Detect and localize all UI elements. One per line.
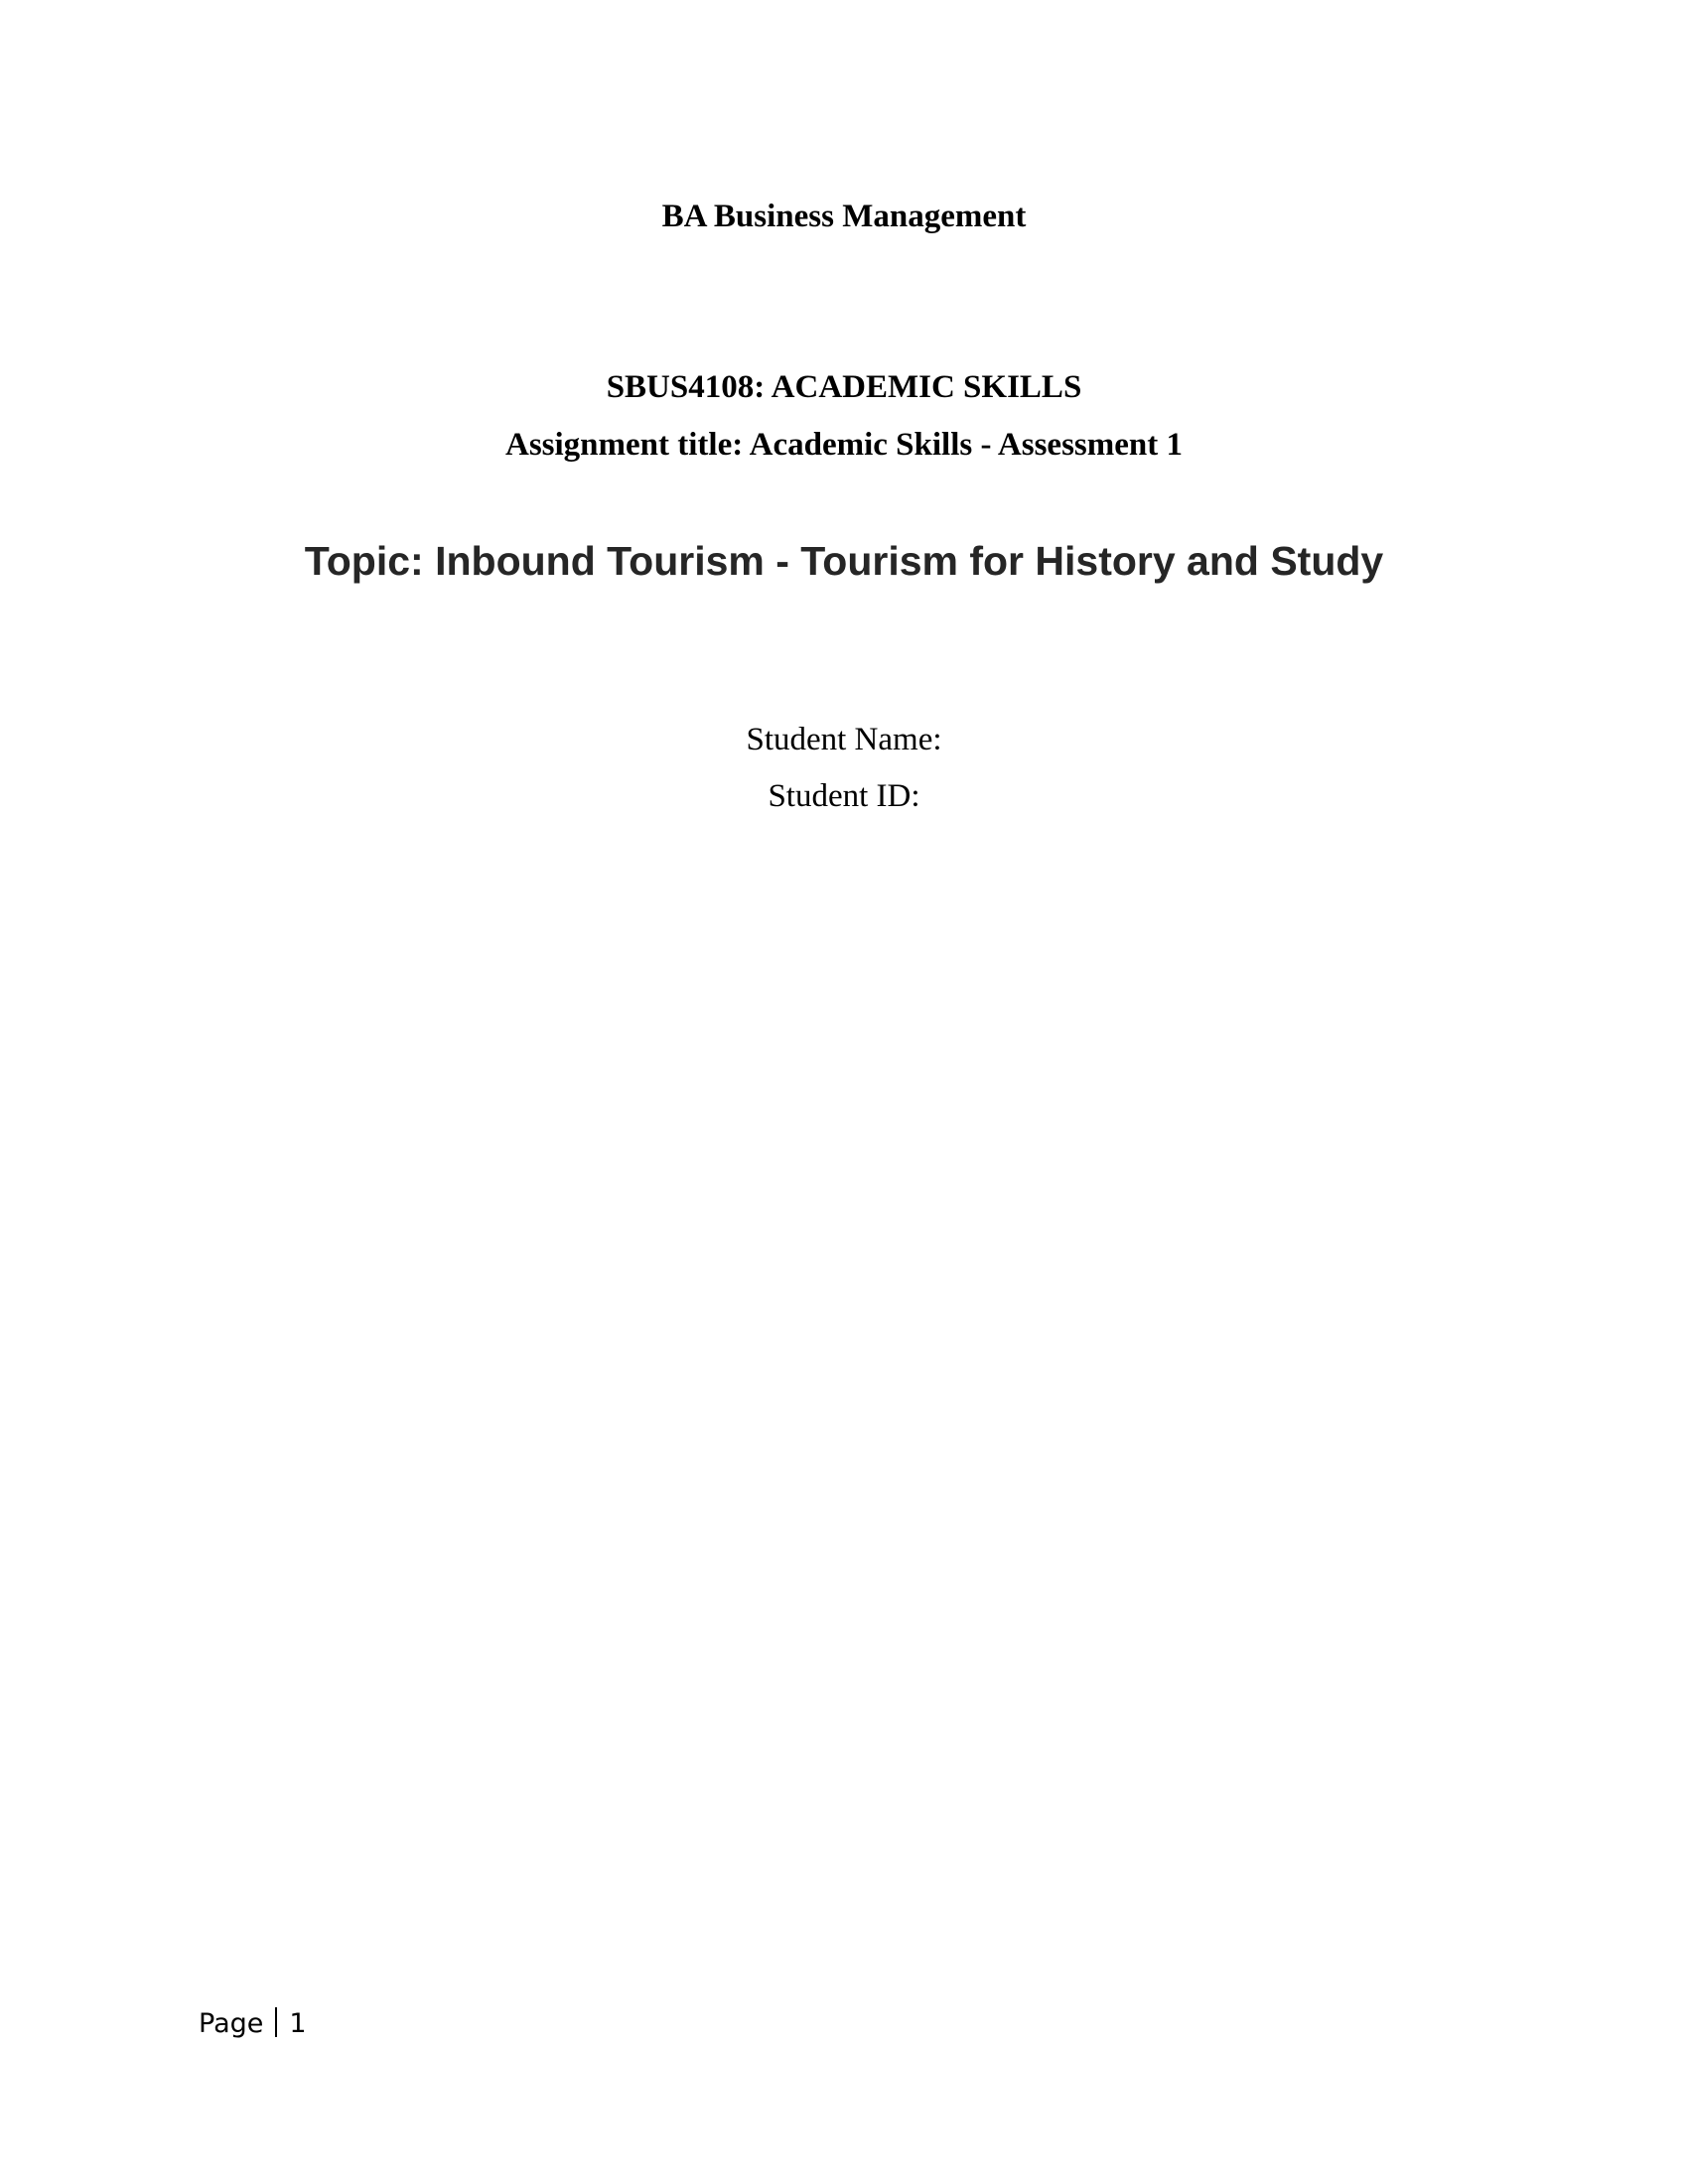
student-id-label: Student ID: [768, 778, 920, 814]
topic-title: Topic: Inbound Tourism - Tourism for History and Study [304, 538, 1384, 584]
page-footer [199, 2007, 307, 2041]
page-label: Page [199, 2008, 264, 2039]
footer-separator [275, 2007, 277, 2037]
module-heading: SBUS4108: ACADEMIC SKILLS [606, 369, 1082, 405]
page-number: 1 [289, 2008, 307, 2039]
assignment-title: Assignment title: Academic Skills - Assessment 1 [505, 427, 1183, 463]
program-heading: BA Business Management [661, 199, 1027, 234]
student-name-label: Student Name: [746, 722, 942, 757]
